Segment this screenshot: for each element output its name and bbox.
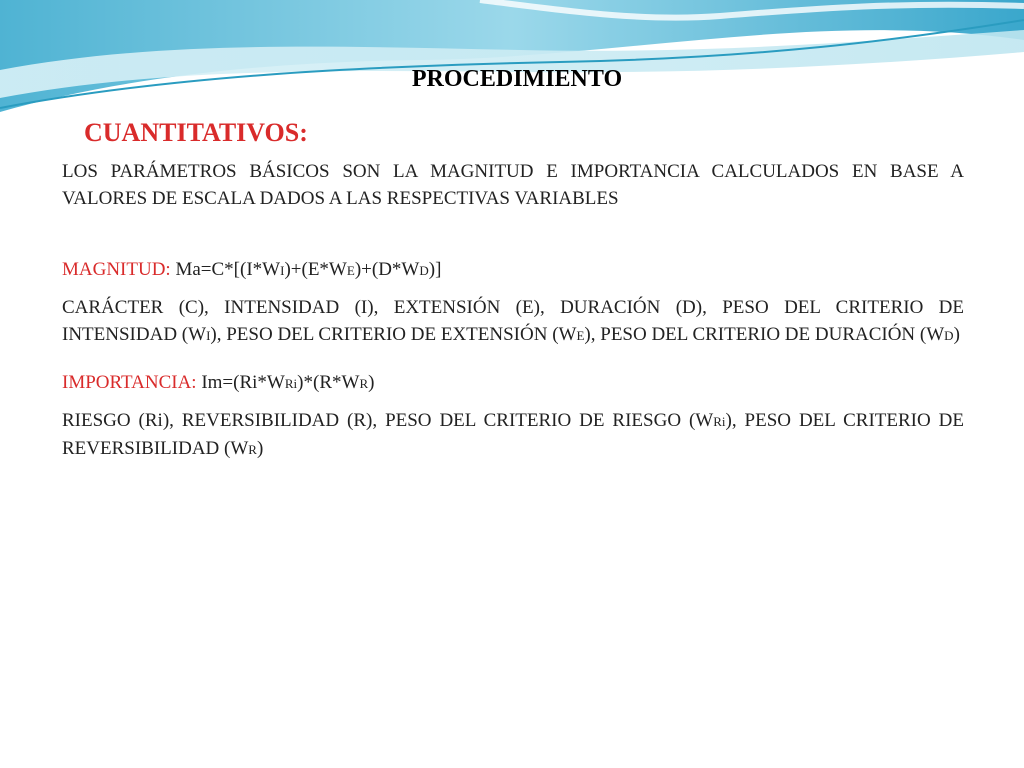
formula-part: )+(E*W bbox=[284, 259, 347, 280]
importancia-formula bbox=[62, 369, 964, 397]
formula-subscript: I bbox=[280, 263, 285, 278]
wave-banner bbox=[0, 0, 1024, 130]
description-part: ) bbox=[953, 324, 960, 345]
slide-subtitle: CUANTITATIVOS: bbox=[84, 118, 308, 147]
description-part: ), PESO DEL CRITERIO DE REVERSIBILIDAD (W bbox=[62, 410, 964, 459]
formula-part: )*(R*W bbox=[297, 372, 360, 393]
formula-subscript: E bbox=[346, 263, 355, 278]
formula-subscript: D bbox=[419, 263, 429, 278]
description-subscript: Ri bbox=[713, 414, 726, 429]
magnitud-label: MAGNITUD: bbox=[62, 259, 171, 280]
formula-part: Ma=C*[(I*W bbox=[170, 259, 281, 280]
description-subscript: I bbox=[206, 328, 211, 343]
intro-paragraph: LOS PARÁMETROS BÁSICOS SON LA MAGNITUD E IMPORTANCIA CALCULADOS EN BASE A VALORES DE ESCALA DADOS A LAS RESPECTIVAS VARIABLES bbox=[62, 161, 964, 209]
formula-part: ) bbox=[368, 372, 375, 393]
description-part: RIESGO (Ri), REVERSIBILIDAD (R), PESO DEL CRITERIO DE RIESGO (W bbox=[62, 410, 714, 431]
importancia-label: IMPORTANCIA: bbox=[62, 372, 197, 393]
formula-part: )] bbox=[428, 259, 442, 280]
formula-part: )+(D*W bbox=[354, 259, 420, 280]
slide-body bbox=[62, 158, 964, 463]
description-part: CARÁCTER (C), INTENSIDAD (I), EXTENSIÓN (E), DURACIÓN (D), PESO DEL CRITERIO DE INTENSIDAD (W bbox=[62, 297, 964, 345]
importancia-description bbox=[62, 407, 964, 463]
description-part: ), PESO DEL CRITERIO DE EXTENSIÓN (W bbox=[210, 324, 577, 345]
description-part: ) bbox=[256, 438, 264, 459]
description-subscript: E bbox=[576, 328, 585, 343]
description-part: ), PESO DEL CRITERIO DE DURACIÓN (W bbox=[584, 324, 945, 345]
formula-part: Im=(Ri*W bbox=[196, 372, 285, 393]
magnitud-formula bbox=[62, 256, 964, 284]
formula-subscript: Ri bbox=[284, 376, 298, 391]
description-subscript: D bbox=[944, 328, 954, 343]
formula-subscript: R bbox=[359, 376, 369, 391]
slide-title: PROCEDIMIENTO bbox=[411, 66, 623, 92]
description-subscript: R bbox=[248, 442, 257, 457]
magnitud-description bbox=[62, 294, 964, 349]
